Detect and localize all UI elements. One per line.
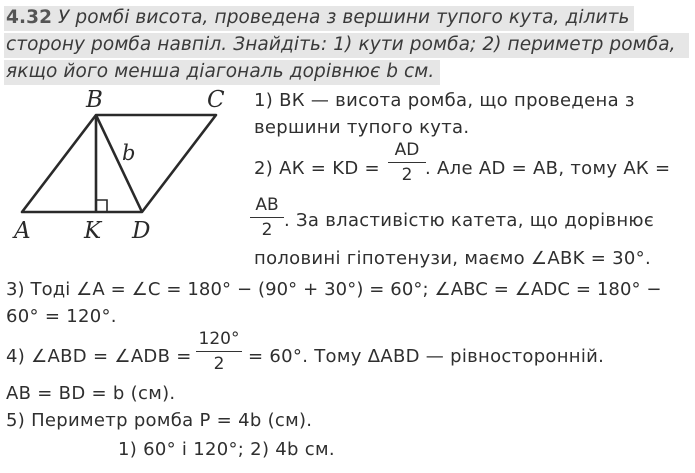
fraction-numerator: AB — [255, 195, 279, 215]
fraction-ad-over-2 — [388, 140, 426, 185]
solution-step-3a: 3) Тоді ∠A = ∠C = 180° − (90° + 30°) = 60°; ∠ABC = ∠ADC = 180° − — [6, 279, 662, 300]
fraction-numerator: AD — [394, 140, 420, 160]
label-d-vertex: D — [132, 218, 151, 244]
solution-step-4-post: = 60°. Тому ΔABD — рівносторонній. — [248, 346, 605, 367]
solution-step-1a: 1) ВК — висота ромба, що проведена з — [254, 90, 635, 111]
label-a-vertex: A — [14, 218, 31, 244]
label-c-vertex: C — [207, 87, 225, 113]
solution-step-2-pre: 2) АК = KD = — [254, 158, 380, 179]
label-diagonal-b: b — [122, 141, 136, 165]
fraction-bar — [250, 217, 284, 218]
problem-line-3: якщо його менша діагональ дорівнює b см. — [6, 61, 435, 82]
label-b-vertex: B — [86, 87, 103, 113]
label-k-point: K — [84, 218, 102, 244]
solution-step-2-cont: . За властивістю катета, що дорівнює — [284, 210, 655, 231]
fraction-bar — [196, 351, 242, 352]
fraction-denominator: 2 — [261, 220, 273, 240]
solution-step-2-end: половині гіпотенузи, маємо ∠ABK = 30°. — [254, 248, 651, 269]
fraction-numerator: 120° — [198, 329, 240, 349]
solution-step-2-post: . Але AD = AB, тому АК = — [425, 158, 671, 179]
fraction-bar — [388, 162, 426, 163]
fraction-denominator: 2 — [213, 354, 225, 374]
fraction-denominator: 2 — [401, 165, 413, 185]
problem-text-1: У ромбі висота, проведена з вершини тупого кута, ділить — [58, 7, 630, 28]
solution-step-3b: 60° = 120°. — [6, 306, 117, 327]
solution-step-4-pre: 4) ∠ABD = ∠ADB = — [6, 346, 192, 367]
fraction-120-over-2 — [196, 329, 242, 374]
fraction-ab-over-2 — [250, 195, 284, 240]
right-angle-mark — [96, 200, 107, 212]
solution-step-1b: вершини тупого кута. — [254, 117, 470, 138]
problem-line-2: сторону ромба навпіл. Знайдіть: 1) кути ромба; 2) периметр ромба, — [6, 34, 676, 55]
answer-line: 1) 60° і 120°; 2) 4b см. — [118, 439, 335, 460]
problem-number: 4.32 — [6, 7, 53, 28]
solution-step-4b: AB = BD = b (см). — [6, 383, 176, 404]
solution-step-5: 5) Периметр ромба P = 4b (см). — [6, 410, 313, 431]
